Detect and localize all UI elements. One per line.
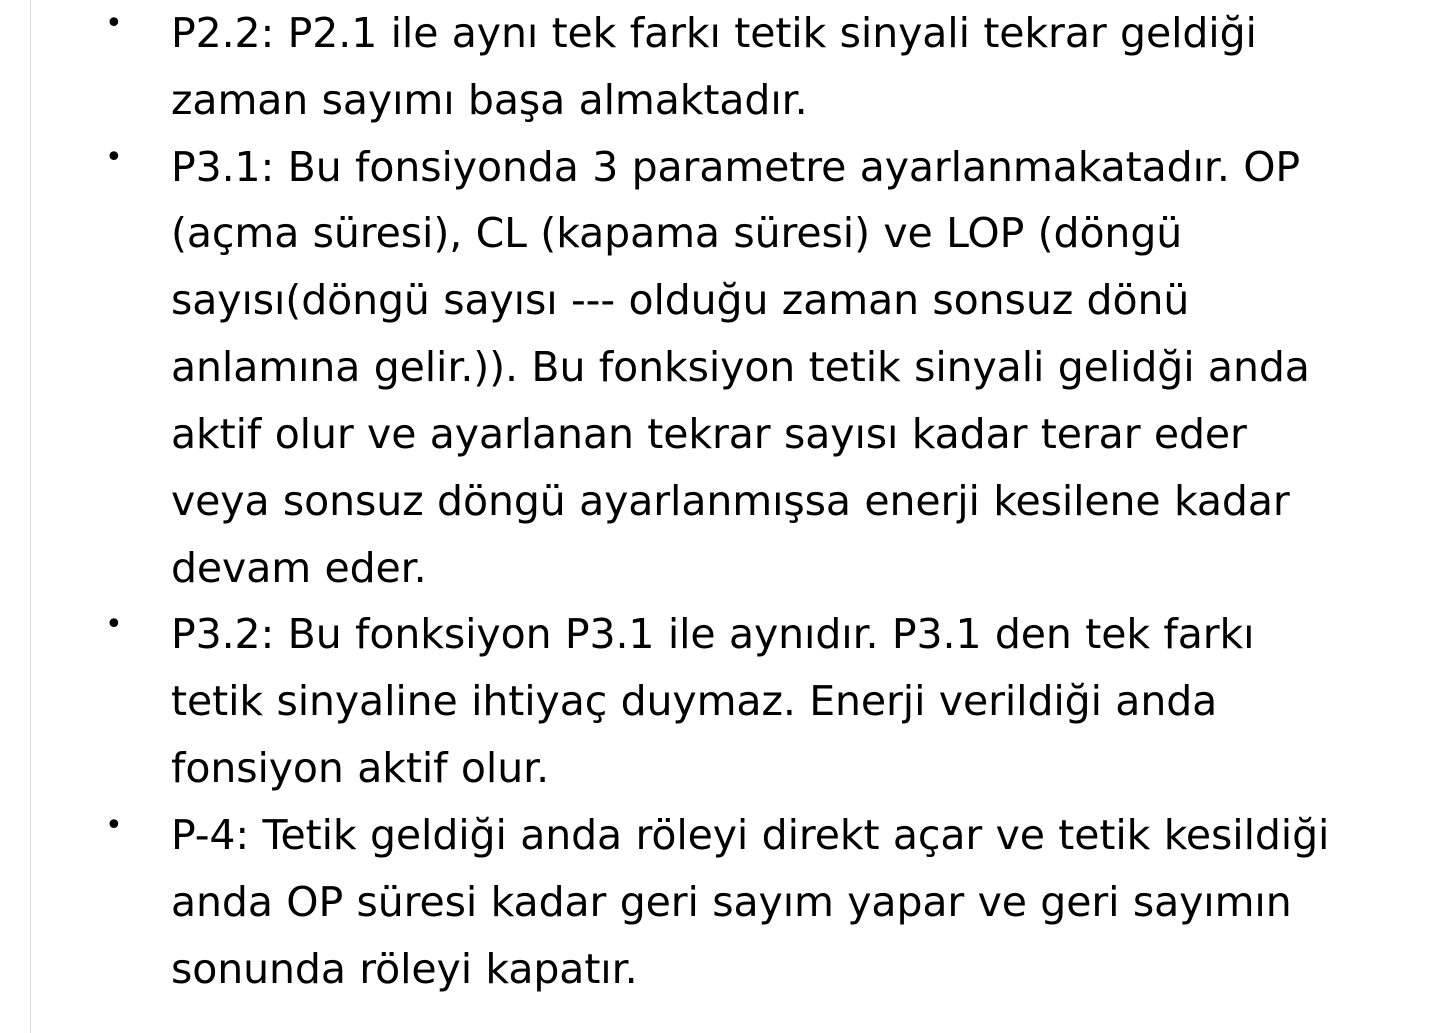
bullet-icon: •	[105, 607, 123, 643]
list-item	[95, 601, 1335, 801]
list-item-text: P2.2: P2.1 ile aynı tek farkı tetik sinyali tekrar geldiği zaman sayımı başa almaktadır.	[171, 9, 1257, 124]
bullet-list	[95, 0, 1335, 1002]
list-item	[95, 134, 1335, 602]
bullet-icon: •	[105, 807, 123, 843]
document-content	[95, 0, 1335, 1002]
list-item-text: P3.1: Bu fonsiyonda 3 parametre ayarlanmakatadır. OP (açma süresi), CL (kapama süresi) ve LOP (döngü sayısı(döngü sayısı --- olduğu zaman sonsuz dönü anlamına gelir.)). Bu fonksiyon tetik sinyali gelidği anda aktif olur ve ayarlanan tekrar sayısı kadar terar eder veya sonsuz döngü ayarlanmışsa enerji kesilene kadar devam eder.	[171, 142, 1310, 592]
list-item-text: P-4: Tetik geldiği anda röleyi direkt açar ve tetik kesildiği anda OP süresi kadar geri sayım yapar ve geri sayımın sonunda röleyi kapatır.	[171, 810, 1330, 993]
list-item	[95, 802, 1335, 1002]
list-item-text: P3.2: Bu fonksiyon P3.1 ile aynıdır. P3.1 den tek farkı tetik sinyaline ihtiyaç duymaz. Enerji verildiği anda fonsiyon aktif olur.	[171, 610, 1255, 793]
list-item	[95, 0, 1335, 134]
bullet-icon: •	[105, 139, 123, 175]
left-margin-rule	[30, 0, 31, 1033]
bullet-icon: •	[105, 6, 123, 41]
